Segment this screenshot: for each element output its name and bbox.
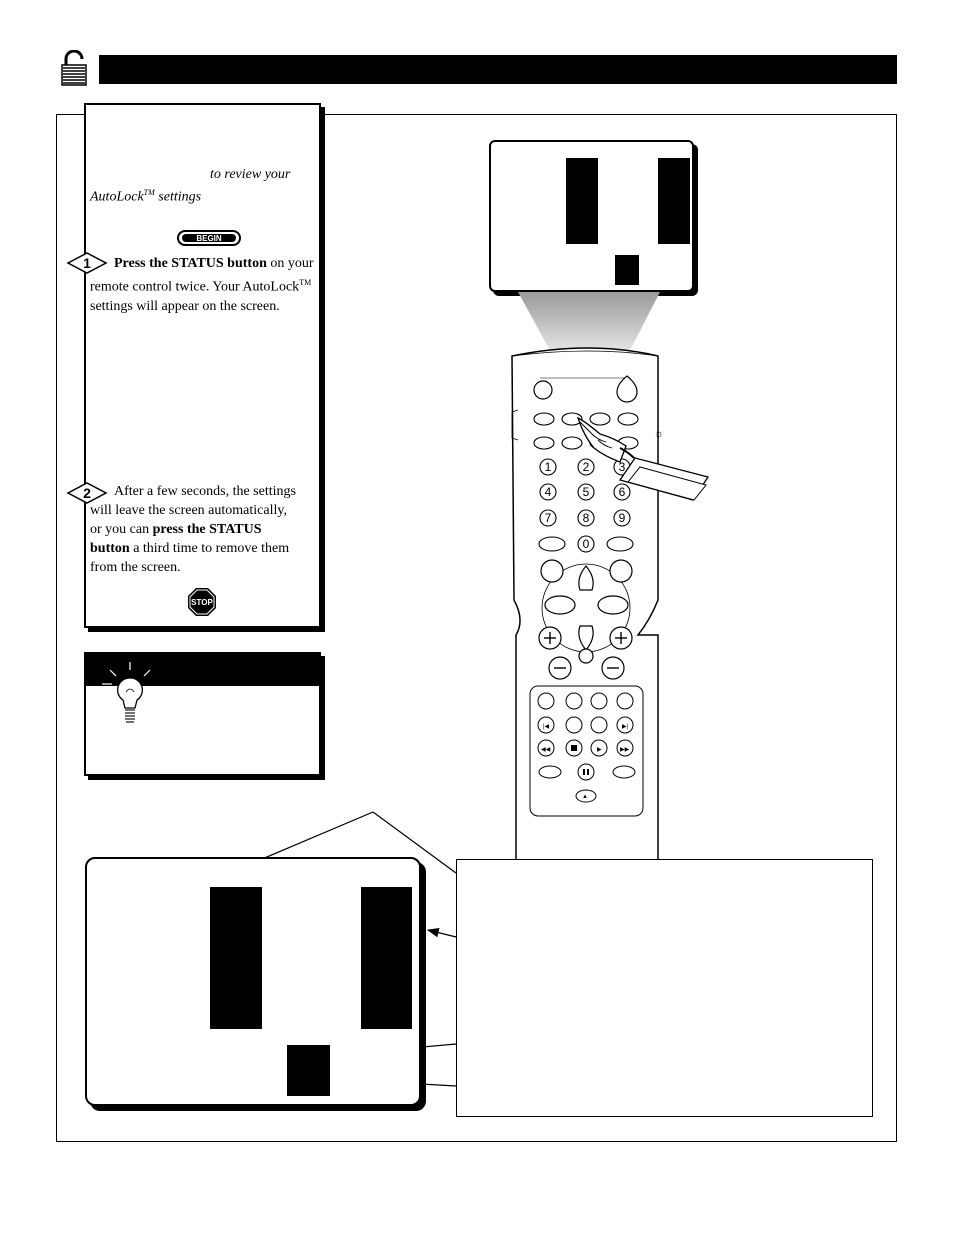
- intro-line-1: to review your: [210, 167, 291, 182]
- svg-text:1: 1: [83, 255, 91, 271]
- digit-4: 4: [544, 485, 552, 499]
- digit-9: 9: [618, 511, 626, 525]
- svg-text:▶: ▶: [597, 747, 602, 753]
- svg-text:▶|: ▶|: [622, 724, 629, 730]
- tv-screen-bottom: [85, 857, 421, 1106]
- digit-1: 1: [544, 460, 552, 474]
- digit-5: 5: [582, 485, 590, 499]
- svg-text:2: 2: [83, 485, 91, 501]
- digit-8: 8: [582, 511, 590, 525]
- digit-2: 2: [582, 460, 590, 474]
- svg-text:STOP: STOP: [191, 598, 213, 607]
- screen-block: [210, 887, 262, 1029]
- svg-text:◀◀: ◀◀: [541, 747, 551, 753]
- svg-text:BEGIN: BEGIN: [196, 234, 222, 243]
- screen-block: [287, 1045, 330, 1096]
- svg-text:|◀: |◀: [543, 724, 550, 730]
- svg-text:▶▶: ▶▶: [620, 747, 630, 753]
- step-2-text: After a few seconds, the settings will leave the screen automatically, or you can press the STATUS button a third time to remove them from the screen.: [90, 484, 296, 575]
- svg-text:☼: ☼: [654, 428, 665, 440]
- explanation-box: [456, 859, 873, 1117]
- digit-7: 7: [544, 511, 552, 525]
- digit-0: 0: [582, 537, 590, 551]
- svg-text:▲: ▲: [582, 794, 588, 800]
- digit-6: 6: [618, 485, 626, 499]
- step-1-text: Press the STATUS button on your remote control twice. Your AutoLock™ settings will appear on the screen.: [90, 256, 314, 314]
- intro-line-2: AutoLock™ settings: [90, 188, 202, 205]
- digit-3: 3: [618, 460, 626, 474]
- screen-block: [361, 887, 412, 1029]
